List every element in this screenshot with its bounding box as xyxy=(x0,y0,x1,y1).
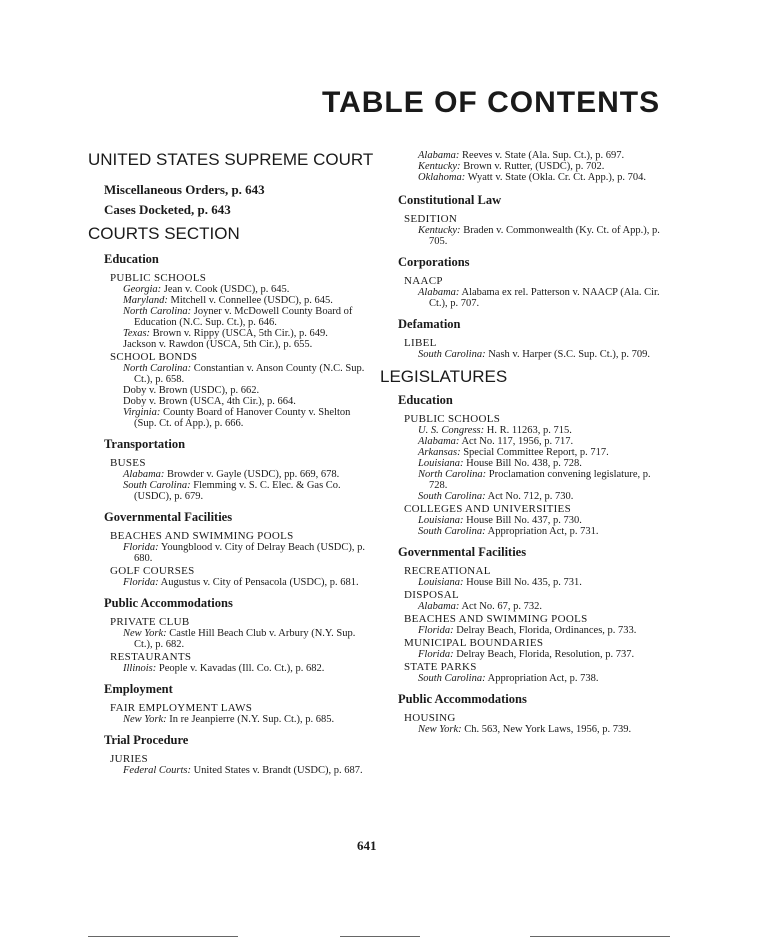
subtopic-heading: DISPOSAL xyxy=(404,589,459,601)
entry-state: South Carolina: xyxy=(418,526,486,537)
entry-text: County Board of Hanover County v. Shelton (Sup. Ct. of App.), p. 666. xyxy=(134,407,351,429)
subtopic-heading: PRIVATE CLUB xyxy=(110,616,190,628)
entry-state: Virginia: xyxy=(123,407,161,418)
subtopic-heading: LIBEL xyxy=(404,337,437,349)
topic-heading: Defamation xyxy=(398,317,461,331)
subtopic-heading: SCHOOL BONDS xyxy=(110,351,198,363)
toc-entry xyxy=(418,349,665,360)
toc-entry xyxy=(418,673,665,684)
topic-heading: Public Accommodations xyxy=(398,692,527,706)
subtopic-heading: BUSES xyxy=(110,457,146,469)
toc-entry xyxy=(418,515,665,526)
topic-heading: Transportation xyxy=(104,437,186,451)
right-column xyxy=(380,150,665,735)
entry-state: Alabama: xyxy=(123,469,165,480)
section-heading: LEGISLATURES xyxy=(380,367,508,386)
toc-entry xyxy=(418,625,665,636)
entry-text: Doby v. Brown (USDC), p. 662. xyxy=(123,385,260,396)
topic-heading: Employment xyxy=(104,682,173,696)
subtopic-heading: BEACHES AND SWIMMING POOLS xyxy=(404,613,588,625)
toc-entry xyxy=(418,161,665,172)
toc-entry xyxy=(418,601,665,612)
subtopic-heading: COLLEGES AND UNIVERSITIES xyxy=(404,503,571,515)
entry-state: South Carolina: xyxy=(418,349,486,360)
subtopic-heading: HOUSING xyxy=(404,712,456,724)
entry-state: Alabama: xyxy=(418,287,460,298)
entry-state: Illinois: xyxy=(123,663,157,674)
entry-state: Arkansas: xyxy=(418,447,461,458)
entry-text: United States v. Brandt (USDC), p. 687. xyxy=(193,765,363,776)
toc-entry xyxy=(123,714,370,725)
entry-text: Nash v. Harper (S.C. Sup. Ct.), p. 709. xyxy=(488,349,650,360)
entry-text: Jean v. Cook (USDC), p. 645. xyxy=(163,284,290,295)
toc-entry xyxy=(123,407,370,429)
entry-state: New York: xyxy=(123,714,167,725)
entry-text: Appropriation Act, p. 738. xyxy=(487,673,599,684)
toc-entry xyxy=(418,436,665,447)
entry-state: North Carolina: xyxy=(418,469,487,480)
entry-state: Florida: xyxy=(123,577,159,588)
entry-text: Act No. 712, p. 730. xyxy=(487,491,574,502)
toc-entry xyxy=(418,469,665,491)
topic-heading: Constitutional Law xyxy=(398,193,502,207)
entry-state: Kentucky: xyxy=(418,225,461,236)
entry-text: House Bill No. 435, p. 731. xyxy=(466,577,582,588)
subtopic-heading: BEACHES AND SWIMMING POOLS xyxy=(110,530,294,542)
entry-text: Delray Beach, Florida, Ordinances, p. 733. xyxy=(456,625,637,636)
entry-state: Florida: xyxy=(418,625,454,636)
toc-item: Cases Docketed, p. 643 xyxy=(104,202,231,217)
toc-entry xyxy=(418,150,665,161)
entry-state: Alabama: xyxy=(418,150,460,161)
page-title: TABLE OF CONTENTS xyxy=(322,86,661,119)
subtopic-heading: STATE PARKS xyxy=(404,661,477,673)
entry-text: Act No. 117, 1956, p. 717. xyxy=(461,436,574,447)
entry-text: Delray Beach, Florida, Resolution, p. 737. xyxy=(456,649,635,660)
subtopic-heading: RESTAURANTS xyxy=(110,651,192,663)
entry-text: Brown v. Rutter, (USDC), p. 702. xyxy=(463,161,605,172)
toc-entry xyxy=(418,491,665,502)
entry-text: Doby v. Brown (USCA, 4th Cir.), p. 664. xyxy=(123,396,296,407)
topic-heading: Public Accommodations xyxy=(104,596,233,610)
entry-state: Louisiana: xyxy=(418,458,464,469)
entry-text: Brown v. Rippy (USCA, 5th Cir.), p. 649. xyxy=(152,328,328,339)
toc-entry xyxy=(418,577,665,588)
entry-state: Oklahoma: xyxy=(418,172,466,183)
entry-text: Braden v. Commonwealth (Ky. Ct. of App.), p. 705. xyxy=(429,225,660,247)
section-heading: UNITED STATES SUPREME COURT xyxy=(88,150,374,169)
toc-entry xyxy=(123,328,370,339)
toc-entry xyxy=(123,663,370,674)
subtopic-heading: GOLF COURSES xyxy=(110,565,195,577)
toc-entry xyxy=(418,287,665,309)
page-number: 641 xyxy=(357,838,377,853)
entry-text: Ch. 563, New York Laws, 1956, p. 739. xyxy=(464,724,632,735)
toc-entry xyxy=(418,724,665,735)
topic-heading: Governmental Facilities xyxy=(104,510,233,524)
entry-state: New York: xyxy=(418,724,462,735)
toc-entry xyxy=(123,628,370,650)
toc-entry xyxy=(418,526,665,537)
left-column xyxy=(88,150,374,776)
entry-state: South Carolina: xyxy=(418,491,486,502)
entry-state: Louisiana: xyxy=(418,515,464,526)
entry-text: Joyner v. McDowell County Board of Education (N.C. Sup. Ct.), p. 646. xyxy=(134,306,353,328)
subtopic-heading: NAACP xyxy=(404,275,443,287)
entry-state: Kentucky: xyxy=(418,161,461,172)
toc-entry xyxy=(123,363,370,385)
toc-entry xyxy=(123,385,370,396)
entry-text: House Bill No. 437, p. 730. xyxy=(466,515,582,526)
subtopic-heading: MUNICIPAL BOUNDARIES xyxy=(404,637,544,649)
entry-text: Wyatt v. State (Okla. Cr. Ct. App.), p. 704. xyxy=(467,172,647,183)
subtopic-heading: JURIES xyxy=(110,753,148,765)
subtopic-heading: SEDITION xyxy=(404,213,458,225)
section-heading: COURTS SECTION xyxy=(88,224,240,243)
topic-heading: Governmental Facilities xyxy=(398,545,527,559)
entry-text: Browder v. Gayle (USDC), pp. 669, 678. xyxy=(167,469,340,480)
entry-text: Constantian v. Anson County (N.C. Sup. Ct.), p. 658. xyxy=(134,363,365,385)
toc-entry xyxy=(123,339,370,350)
entry-state: South Carolina: xyxy=(418,673,486,684)
entry-text: Appropriation Act, p. 731. xyxy=(487,526,599,537)
entry-text: Jackson v. Rawdon (USCA, 5th Cir.), p. 655. xyxy=(123,339,313,350)
entry-state: Maryland: xyxy=(123,295,168,306)
toc-entry xyxy=(418,172,665,183)
topic-heading: Education xyxy=(104,252,159,266)
subtopic-heading: FAIR EMPLOYMENT LAWS xyxy=(110,702,253,714)
topic-heading: Corporations xyxy=(398,255,470,269)
entry-state: Florida: xyxy=(418,649,454,660)
entry-state: Louisiana: xyxy=(418,577,464,588)
entry-state: North Carolina: xyxy=(123,306,192,317)
entry-text: Special Committee Report, p. 717. xyxy=(463,447,609,458)
entry-state: Texas: xyxy=(123,328,151,339)
entry-text: Augustus v. City of Pensacola (USDC), p. 681. xyxy=(160,577,359,588)
toc-entry xyxy=(123,577,370,588)
entry-text: Act No. 67, p. 732. xyxy=(461,601,542,612)
topic-heading: Trial Procedure xyxy=(104,733,189,747)
entry-text: House Bill No. 438, p. 728. xyxy=(466,458,582,469)
entry-text: People v. Kavadas (Ill. Co. Ct.), p. 682. xyxy=(158,663,325,674)
entry-text: Youngblood v. City of Delray Beach (USDC), p. 680. xyxy=(134,542,365,564)
entry-text: H. R. 11263, p. 715. xyxy=(486,425,572,436)
toc-entry xyxy=(418,458,665,469)
entry-text: Alabama ex rel. Patterson v. NAACP (Ala. Cir. Ct.), p. 707. xyxy=(429,287,660,309)
entry-state: Georgia: xyxy=(123,284,162,295)
entry-text: Proclamation convening legislature, p. 728. xyxy=(429,469,651,491)
bottom-rule-right xyxy=(530,936,670,937)
toc-entry xyxy=(123,295,370,306)
toc-entry xyxy=(123,765,370,776)
entry-text: Castle Hill Beach Club v. Arbury (N.Y. Sup. Ct.), p. 682. xyxy=(134,628,356,650)
entry-text: Flemming v. S. C. Elec. & Gas Co. (USDC), p. 679. xyxy=(134,480,341,502)
bottom-rule-center xyxy=(340,936,420,937)
bottom-rule-left xyxy=(88,936,238,937)
toc-entry xyxy=(418,447,665,458)
entry-state: New York: xyxy=(123,628,167,639)
subtopic-heading: PUBLIC SCHOOLS xyxy=(110,272,207,284)
entry-text: Reeves v. State (Ala. Sup. Ct.), p. 697. xyxy=(462,150,625,161)
entry-state: Federal Courts: xyxy=(123,765,191,776)
entry-text: Mitchell v. Connellee (USDC), p. 645. xyxy=(170,295,333,306)
toc-entry xyxy=(123,306,370,328)
toc-entry xyxy=(123,469,370,480)
toc-entry xyxy=(123,396,370,407)
entry-state: Alabama: xyxy=(418,436,460,447)
toc-entry xyxy=(123,284,370,295)
toc-entry xyxy=(418,649,665,660)
entry-state: Alabama: xyxy=(418,601,460,612)
entry-state: U. S. Congress: xyxy=(418,425,485,436)
subtopic-heading: RECREATIONAL xyxy=(404,565,491,577)
toc-item: Miscellaneous Orders, p. 643 xyxy=(104,182,265,197)
toc-entry xyxy=(418,425,665,436)
toc-entry xyxy=(123,542,370,564)
toc-entry xyxy=(123,480,370,502)
entry-state: North Carolina: xyxy=(123,363,192,374)
entry-state: Florida: xyxy=(123,542,159,553)
subtopic-heading: PUBLIC SCHOOLS xyxy=(404,413,501,425)
topic-heading: Education xyxy=(398,393,453,407)
entry-state: South Carolina: xyxy=(123,480,191,491)
entry-text: In re Jeanpierre (N.Y. Sup. Ct.), p. 685. xyxy=(169,714,335,725)
toc-entry xyxy=(418,225,665,247)
